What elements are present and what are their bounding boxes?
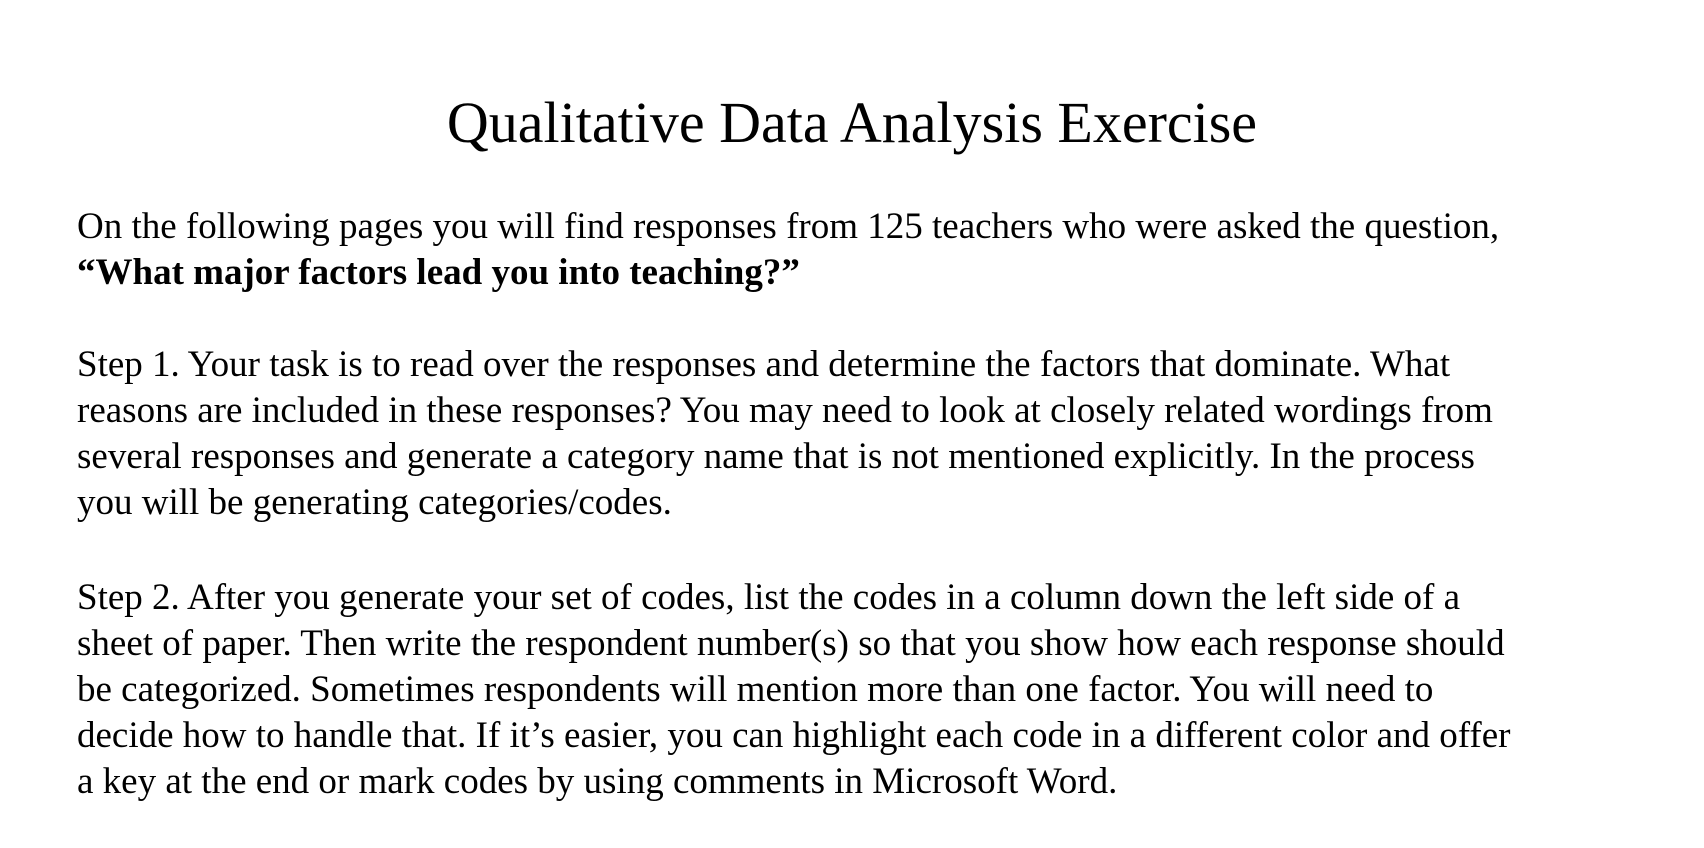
step-2-paragraph [77,575,1677,805]
step-2-line: be categorized. Sometimes respondents will mention more than one factor. You will need to [77,669,1434,710]
question-text: “What major factors lead you into teaching?” [77,252,800,293]
step-1-line: Step 1. Your task is to read over the responses and determine the factors that dominate. What [77,344,1451,385]
step-1-line: several responses and generate a category name that is not mentioned explicitly. In the process [77,436,1475,477]
intro-paragraph [77,204,1677,296]
step-1-line: reasons are included in these responses? You may need to look at closely related wordings from [77,390,1493,431]
step-1-line: you will be generating categories/codes. [77,482,672,523]
document-title: Qualitative Data Analysis Exercise [446,90,1258,155]
step-1-paragraph [77,342,1677,526]
step-2-line: Step 2. After you generate your set of codes, list the codes in a column down the left side of a [77,577,1461,618]
step-2-line: a key at the end or mark codes by using comments in Microsoft Word. [77,761,1118,802]
step-2-line: sheet of paper. Then write the respondent number(s) so that you show how each response should [77,623,1505,664]
step-2-line: decide how to handle that. If it’s easier, you can highlight each code in a different color and offer [77,715,1511,756]
intro-text: On the following pages you will find responses from 125 teachers who were asked the question, [77,206,1500,247]
